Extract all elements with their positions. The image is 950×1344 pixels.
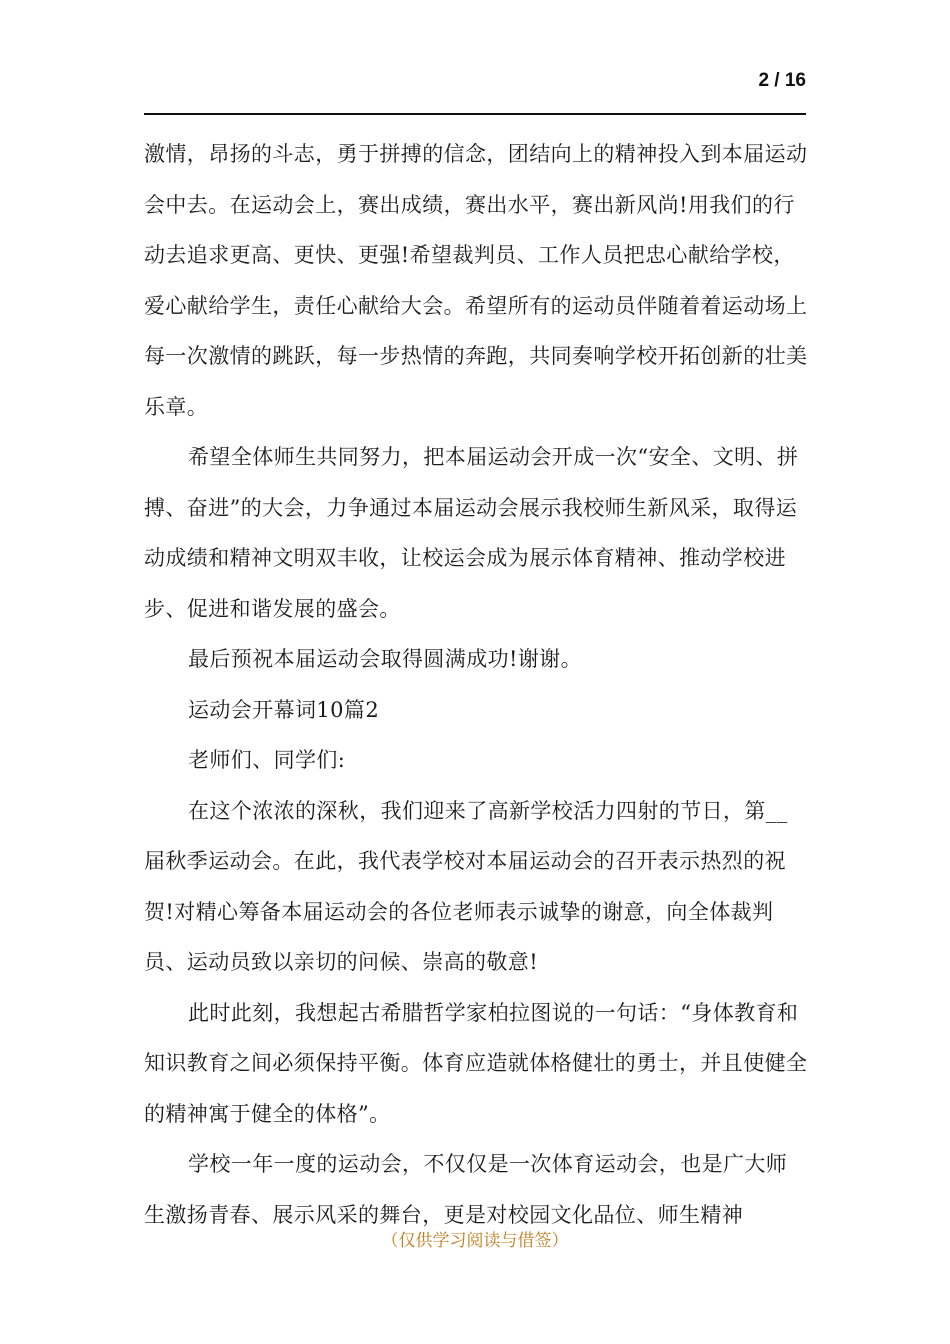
paragraph-7: 此时此刻，我想起古希腊哲学家柏拉图说的一句话：“身体教育和知识教育之间必须保持平衡。体育应造就体格健壮的勇士，并且使健全的精神寓于健全的体格”。: [144, 1000, 808, 1126]
paragraph-6: 在这个浓浓的深秋，我们迎来了高新学校活力四射的节日，第__届秋季运动会。在此，我代表学校对本届运动会的召开表示热烈的祝贺!对精心筹备本届运动会的各位老师表示诚挚的谢意，向全体裁判员、运动员致以亲切的问候、崇高的敬意!: [144, 798, 788, 974]
section-heading: 运动会开幕词10篇2: [188, 697, 380, 722]
header-divider: [144, 113, 806, 115]
page-number: 2 / 16: [758, 70, 806, 91]
document-body: [144, 129, 808, 1240]
paragraph-3: 最后预祝本届运动会取得圆满成功!谢谢。: [188, 647, 583, 671]
footer-note: （仅供学习阅读与借签）: [381, 1231, 569, 1251]
salutation: 老师们、同学们:: [188, 748, 346, 772]
paragraph-1: 激情，昂扬的斗志，勇于拼搏的信念，团结向上的精神投入到本届运动会中去。在运动会上，赛出成绩，赛出水平，赛出新风尚!用我们的行动去追求更高、更快、更强!希望裁判员、工作人员把忠心献给学校，爱心献给学生，责任心献给大会。希望所有的运动员伴随着着运动场上每一次激情的跳跃，每一步热情的奔跑，共同奏响学校开拓创新的壮美乐章。: [144, 142, 808, 419]
paragraph-2: 希望全体师生共同努力，把本届运动会开成一次“安全、文明、拼搏、奋进”的大会，力争通过本届运动会展示我校师生新风采，取得运动成绩和精神文明双丰收，让校运会成为展示体育精神、推动学校进步、促进和谐发展的盛会。: [144, 445, 799, 621]
paragraph-8: 学校一年一度的运动会，不仅仅是一次体育运动会，也是广大师生激扬青春、展示风采的舞台，更是对校园文化品位、师生精神: [144, 1152, 788, 1227]
